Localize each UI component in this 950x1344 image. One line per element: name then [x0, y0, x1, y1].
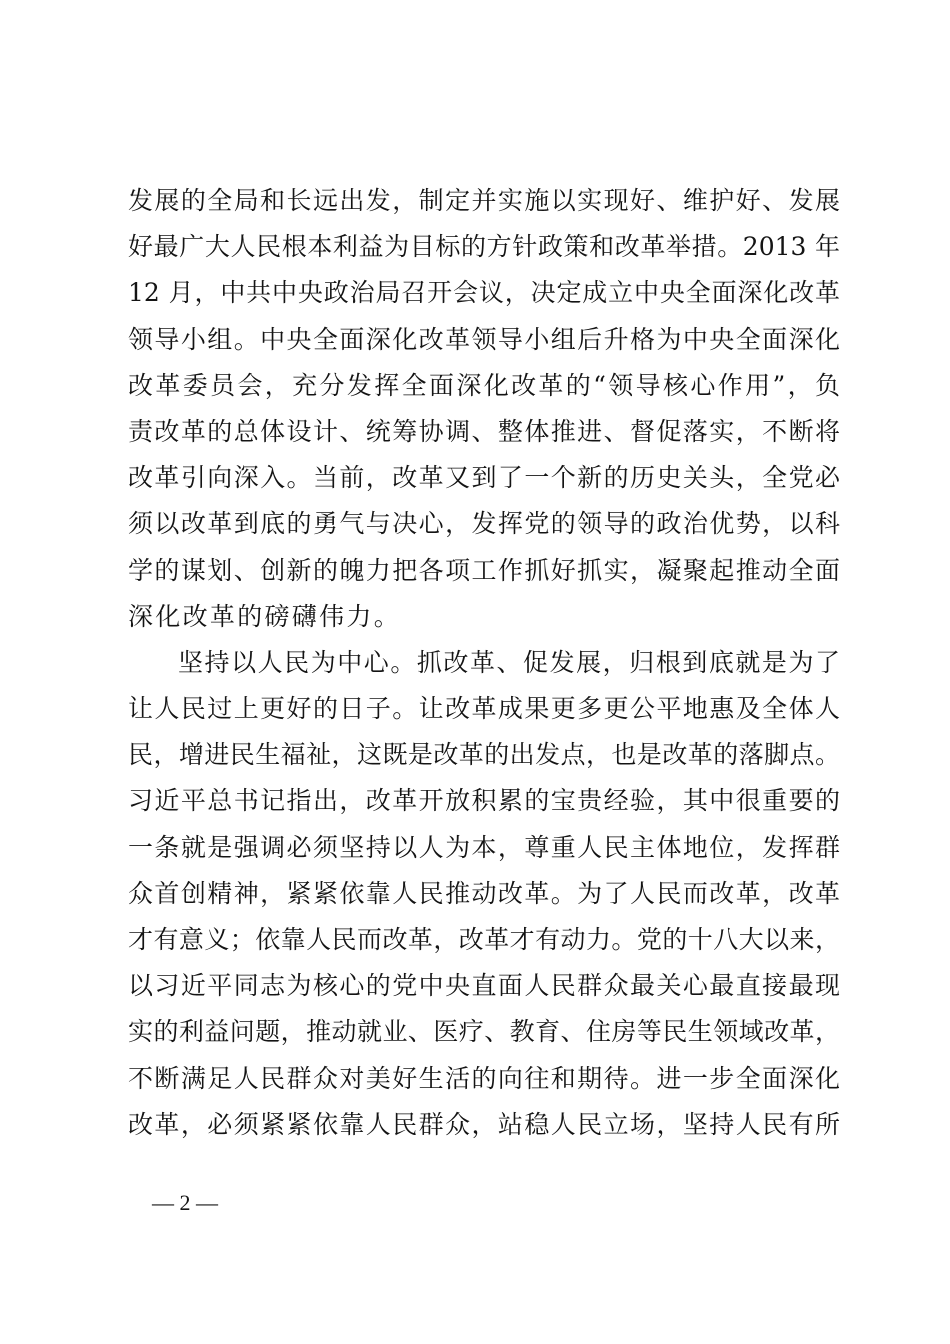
page-number: — 2 — [152, 1190, 218, 1215]
text-line: 让人民过上更好的日子。让改革成果更多更公平地惠及全体人 [128, 694, 840, 724]
text-line: 改革委员会，充分发挥全面深化改革的“领导核心作用”，负 [128, 370, 840, 400]
text-line: 领导小组。中央全面深化改革领导小组后升格为中央全面深化 [128, 324, 840, 354]
text-line: 好最广大人民根本利益为目标的方针政策和改革举措。2013 年 [128, 232, 840, 262]
text-line: 发展的全局和长远出发，制定并实施以实现好、维护好、发展 [128, 186, 840, 215]
text-line: 实的利益问题，推动就业、医疗、教育、住房等民生领域改革， [128, 1017, 840, 1047]
text-line: 众首创精神，紧紧依靠人民推动改革。为了人民而改革，改革 [128, 878, 840, 908]
text-line: 责改革的总体设计、统筹协调、整体推进、督促落实，不断将 [128, 416, 840, 446]
text-line: 深化改革的磅礴伟力。 [128, 601, 402, 631]
text-line: 一条就是强调必须坚持以人为本，尊重人民主体地位，发挥群 [128, 832, 840, 862]
text-line: 不断满足人民群众对美好生活的向往和期待。进一步全面深化 [128, 1063, 840, 1093]
text-line: 才有意义；依靠人民而改革，改革才有动力。党的十八大以来， [128, 925, 840, 954]
document-body [128, 178, 840, 1148]
text-line: 12 月，中共中央政治局召开会议，决定成立中央全面深化改革 [128, 278, 840, 308]
paragraph-1 [128, 178, 840, 640]
text-line: 坚持以人民为中心。抓改革、促发展，归根到底就是为了 [178, 647, 840, 677]
text-line: 改革，必须紧紧依靠人民群众，站稳人民立场，坚持人民有所 [128, 1109, 840, 1139]
text-line: 改革引向深入。当前，改革又到了一个新的历史关头，全党必 [128, 463, 840, 493]
text-line: 学的谋划、创新的魄力把各项工作抓好抓实，凝聚起推动全面 [128, 555, 840, 585]
text-line: 民，增进民生福祉，这既是改革的出发点，也是改革的落脚点。 [128, 740, 840, 770]
text-line: 习近平总书记指出，改革开放积累的宝贵经验，其中很重要的 [128, 786, 840, 816]
text-line: 须以改革到底的勇气与决心，发挥党的领导的政治优势，以科 [128, 509, 840, 539]
text-line: 以习近平同志为核心的党中央直面人民群众最关心最直接最现 [128, 971, 840, 1001]
paragraph-2 [128, 640, 840, 1148]
